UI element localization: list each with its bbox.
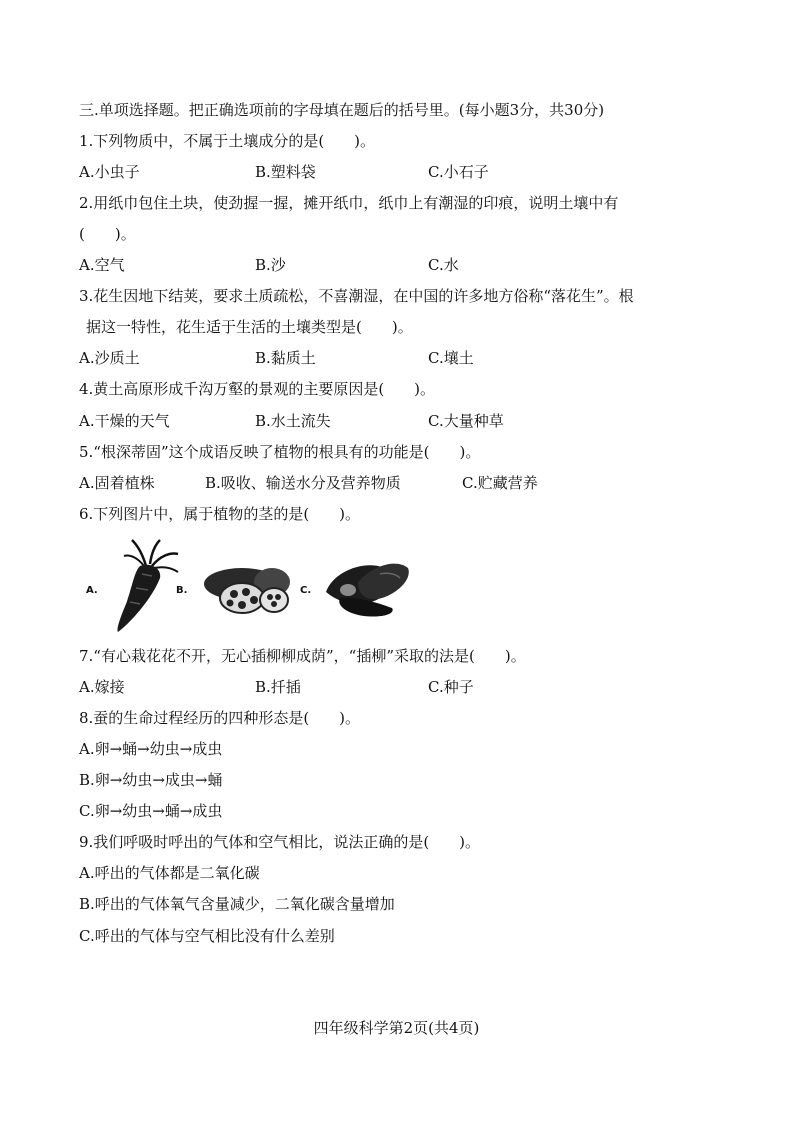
question-9-option-a[interactable]: A.呼出的气体都是二氧化碳 xyxy=(79,864,260,882)
question-6-option-a[interactable]: A. xyxy=(86,585,98,596)
sweet-potato-image[interactable] xyxy=(318,552,412,620)
question-5-option-a[interactable]: A.固着植株 xyxy=(79,474,155,492)
question-6-stem: 6.下列图片中，属于植物的茎的是( )。 xyxy=(79,505,361,523)
question-5-option-c[interactable]: C.贮藏营养 xyxy=(462,474,538,492)
question-4-stem: 4.黄土高原形成千沟万壑的景观的主要原因是( )。 xyxy=(79,380,436,398)
question-4-option-b[interactable]: B.水土流失 xyxy=(255,412,331,430)
question-3-stem: 3.花生因地下结荚，要求土质疏松，不喜潮湿，在中国的许多地方俗称“落花生”。根 xyxy=(79,287,634,305)
question-2-option-a[interactable]: A.空气 xyxy=(79,256,125,274)
question-9-option-b[interactable]: B.呼出的气体氧气含量减少，二氧化碳含量增加 xyxy=(79,895,395,913)
question-6-option-c[interactable]: C. xyxy=(300,585,312,596)
question-1-option-b[interactable]: B.塑料袋 xyxy=(255,163,316,181)
page-footer: 四年级科学第2页(共4页) xyxy=(313,1019,480,1037)
question-4-option-c[interactable]: C.大量种草 xyxy=(428,412,504,430)
question-2-stem-continued: ( )。 xyxy=(79,225,136,243)
question-4-option-a[interactable]: A.干燥的天气 xyxy=(79,412,170,430)
question-6-option-b[interactable]: B. xyxy=(176,585,188,596)
question-3-option-c[interactable]: C.壤土 xyxy=(428,349,474,367)
question-3-stem-continued: 据这一特性，花生适于生活的土壤类型是( )。 xyxy=(86,318,413,336)
question-8-stem: 8.蚕的生命过程经历的四种形态是( )。 xyxy=(79,709,361,727)
question-1-option-a[interactable]: A.小虫子 xyxy=(79,163,140,181)
section-title: 三.单项选择题。把正确选项前的字母填在题后的括号里。(每小题3分，共30分) xyxy=(79,101,605,119)
question-5-stem: 5.“根深蒂固”这个成语反映了植物的根具有的功能是( )。 xyxy=(79,443,481,461)
question-8-option-b[interactable]: B.卵→幼虫→成虫→蛹 xyxy=(79,771,223,789)
question-2-option-c[interactable]: C.水 xyxy=(428,256,459,274)
question-7-stem: 7.“有心栽花花不开，无心插柳柳成荫”，“插柳”采取的法是( )。 xyxy=(79,647,526,665)
lotus-root-image[interactable] xyxy=(198,562,296,616)
question-7-option-c[interactable]: C.种子 xyxy=(428,678,474,696)
question-3-option-a[interactable]: A.沙质土 xyxy=(79,349,140,367)
question-8-option-a[interactable]: A.卵→蛹→幼虫→成虫 xyxy=(79,740,223,758)
question-7-option-b[interactable]: B.扦插 xyxy=(255,678,301,696)
question-2-option-b[interactable]: B.沙 xyxy=(255,256,286,274)
question-9-stem: 9.我们呼吸时呼出的气体和空气相比，说法正确的是( )。 xyxy=(79,833,481,851)
question-7-option-a[interactable]: A.嫁接 xyxy=(79,678,125,696)
carrot-image[interactable] xyxy=(106,538,182,634)
question-9-option-c[interactable]: C.呼出的气体与空气相比没有什么差别 xyxy=(79,927,335,945)
question-8-option-c[interactable]: C.卵→幼虫→蛹→成虫 xyxy=(79,802,223,820)
question-3-option-b[interactable]: B.黏质土 xyxy=(255,349,316,367)
question-1-option-c[interactable]: C.小石子 xyxy=(428,163,489,181)
question-5-option-b[interactable]: B.吸收、输送水分及营养物质 xyxy=(205,474,401,492)
question-1-stem: 1.下列物质中，不属于土壤成分的是( )。 xyxy=(79,132,376,150)
question-2-stem: 2.用纸巾包住土块，使劲握一握，摊开纸巾，纸巾上有潮湿的印痕，说明土壤中有 xyxy=(79,194,619,212)
